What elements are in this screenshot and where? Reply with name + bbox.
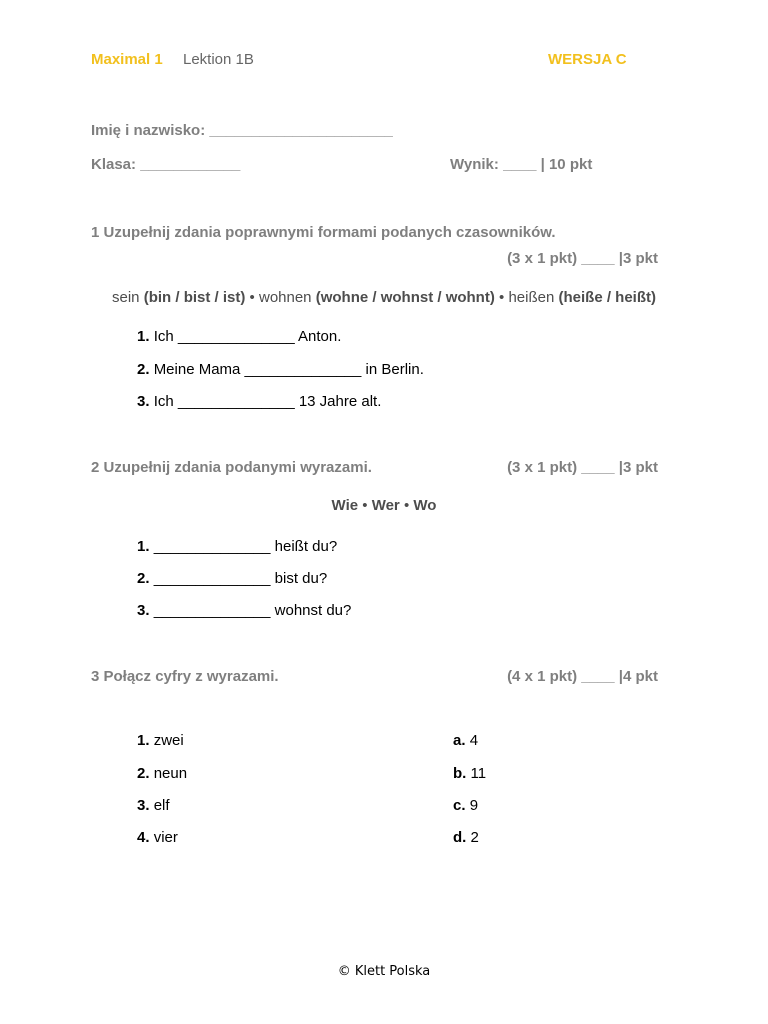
task1-verb-list [0, 289, 768, 306]
item-text: 9 [469, 797, 479, 814]
item-text: zwei [153, 732, 184, 749]
item-text: vier [153, 829, 178, 846]
list-item [137, 732, 184, 749]
list-item [453, 829, 479, 846]
item-text: 4 [469, 732, 479, 749]
list-item [137, 765, 187, 782]
item-letter: a. [453, 732, 466, 749]
item-letter: d. [453, 829, 467, 846]
verb-word: wohnen [258, 289, 312, 306]
item-text: Ich ______________ Anton. [153, 328, 342, 345]
item-number: 3. [137, 602, 150, 619]
class-field-label: Klasa: ____________ [91, 156, 241, 173]
item-text: ______________ bist du? [153, 570, 328, 587]
task3-title: 3 Połącz cyfry z wyrazami. [91, 668, 279, 685]
item-text: Meine Mama ______________ in Berlin. [153, 361, 424, 378]
verb-forms: (heiße / heißt) [558, 289, 656, 306]
list-item [453, 765, 486, 782]
item-number: 4. [137, 829, 150, 846]
task2-word-list [0, 497, 768, 514]
task3-points: (4 x 1 pkt) ____ |4 pkt [507, 668, 658, 685]
lesson-title: Lektion 1B [183, 51, 254, 68]
bullet-separator: • [249, 289, 255, 306]
item-number: 3. [137, 797, 150, 814]
list-item [137, 538, 337, 555]
item-text: 11 [470, 765, 487, 782]
item-letter: b. [453, 765, 467, 782]
task1-points: (3 x 1 pkt) ____ |3 pkt [507, 250, 658, 267]
item-number: 2. [137, 361, 150, 378]
footer-copyright: © Klett Polska [337, 964, 431, 979]
list-item [137, 328, 341, 345]
list-item [137, 602, 351, 619]
item-letter: c. [453, 797, 466, 814]
task2-points: (3 x 1 pkt) ____ |3 pkt [507, 459, 658, 476]
list-item [453, 732, 478, 749]
name-field-label: Imię i nazwisko: ______________________ [91, 122, 393, 139]
bullet-separator: • [403, 497, 410, 514]
list-item [137, 797, 170, 814]
task1-title: 1 Uzupełnij zdania poprawnymi formami podanych czasowników. [91, 224, 556, 241]
list-item [453, 797, 478, 814]
verb-word: sein [112, 289, 140, 306]
list-item [137, 570, 327, 587]
version-label: WERSJA C [548, 51, 627, 68]
book-title: Maximal 1 [91, 51, 163, 68]
bullet-separator: • [362, 497, 368, 514]
item-text: ______________ wohnst du? [153, 602, 352, 619]
list-item [137, 393, 381, 410]
bullet-separator: • [499, 289, 505, 306]
item-number: 1. [137, 538, 150, 555]
word-option: Wer [371, 497, 400, 514]
item-number: 1. [137, 328, 150, 345]
word-option: Wie [331, 497, 359, 514]
verb-forms: (wohne / wohnst / wohnt) [315, 289, 495, 306]
list-item [137, 829, 178, 846]
item-number: 1. [137, 732, 150, 749]
item-text: 2 [470, 829, 479, 846]
item-number: 2. [137, 765, 150, 782]
verb-forms: (bin / bist / ist) [143, 289, 246, 306]
item-text: elf [153, 797, 170, 814]
item-number: 3. [137, 393, 150, 410]
item-text: neun [153, 765, 188, 782]
item-text: Ich ______________ 13 Jahre alt. [153, 393, 382, 410]
list-item [137, 361, 424, 378]
item-number: 2. [137, 570, 150, 587]
item-text: ______________ heißt du? [153, 538, 338, 555]
word-option: Wo [413, 497, 437, 514]
task2-title: 2 Uzupełnij zdania podanymi wyrazami. [91, 459, 372, 476]
verb-word: heißen [508, 289, 555, 306]
score-field-label: Wynik: ____ | 10 pkt [450, 156, 593, 173]
